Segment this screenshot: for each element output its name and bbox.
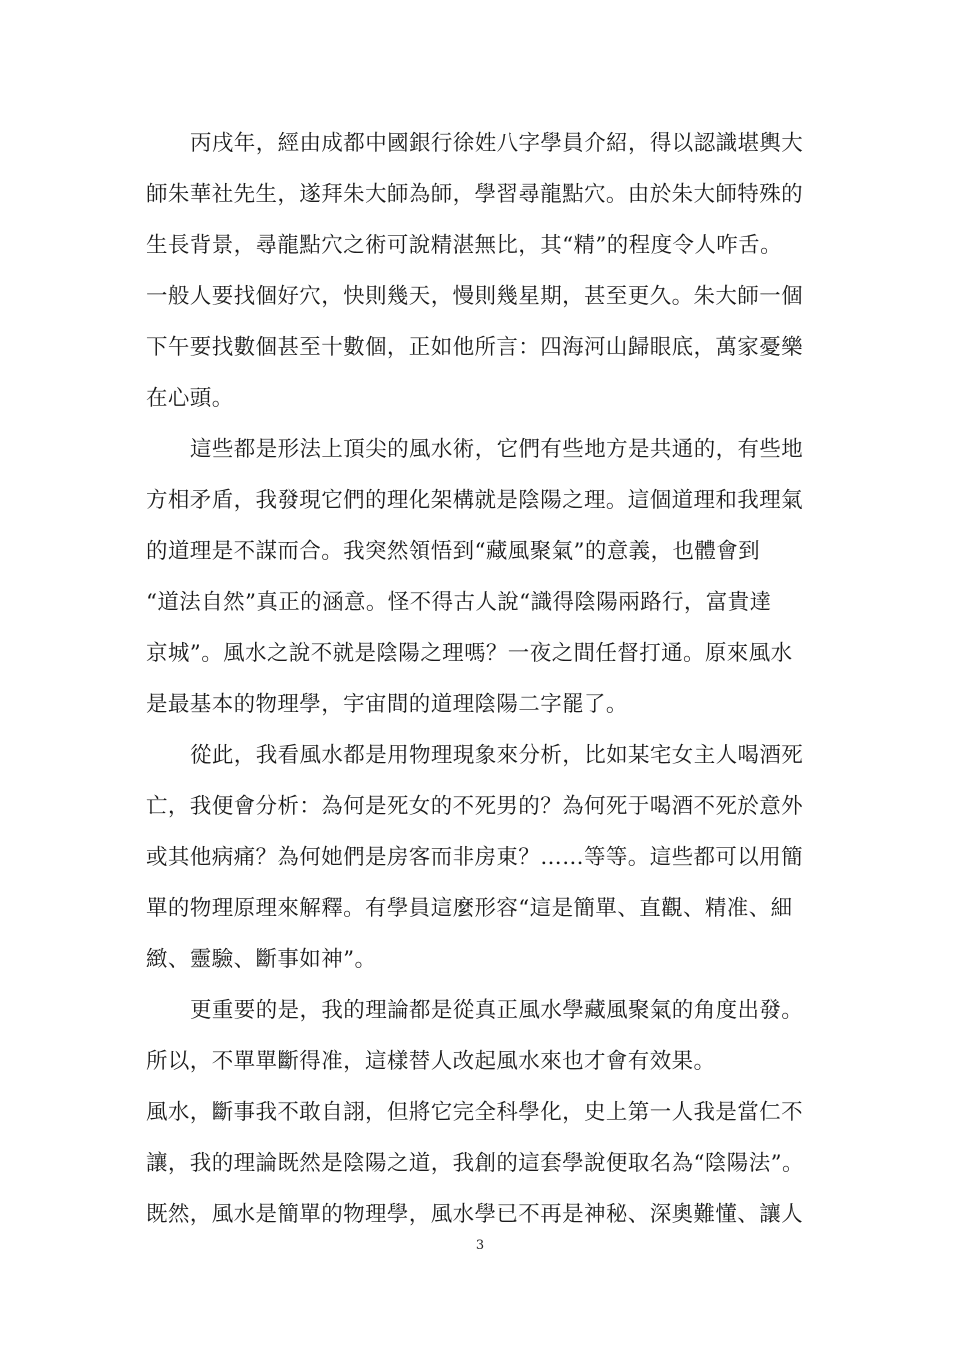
text-line: 下午要找數個甚至十數個，正如他所言：四海河山歸眼底，萬家憂樂: [146, 335, 804, 360]
text-line: 京城”。風水之說不就是陰陽之理嗎？一夜之間任督打通。原來風水: [146, 641, 793, 666]
text-line: 既然，風水是簡單的物理學，風水學已不再是神秘、深奧難懂、讓人: [146, 1202, 804, 1227]
text-line: 風水，斷事我不敢自詡，但將它完全科學化，史上第一人我是當仁不: [146, 1100, 804, 1125]
text-line: 亡，我便會分析：為何是死女的不死男的？為何死于喝酒不死於意外: [146, 794, 804, 819]
text-line: 是最基本的物理學，宇宙間的道理陰陽二字罷了。: [146, 692, 628, 717]
page-number: 3: [475, 1238, 485, 1253]
body-text: [146, 118, 818, 1240]
text-line: 在心頭。: [146, 386, 234, 411]
text-line: 從此，我看風水都是用物理現象來分析，比如某宅女主人喝酒死: [190, 743, 804, 768]
text-line: 所以，不單單斷得准，這樣替人改起風水來也才會有效果。: [146, 1049, 716, 1074]
text-line: “道法自然”真正的涵意。怪不得古人說“識得陰陽兩路行，富貴達: [146, 590, 772, 615]
text-line: 師朱華社先生，遂拜朱大師為師，學習尋龍點穴。由於朱大師特殊的: [146, 182, 804, 207]
text-line: 讓，我的理論既然是陰陽之道，我創的這套學說便取名為“陰陽法”。: [146, 1151, 804, 1176]
text-line: 一般人要找個好穴，快則幾天，慢則幾星期，甚至更久。朱大師一個: [146, 284, 804, 309]
text-line: 緻、靈驗、斷事如神”。: [146, 947, 377, 972]
text-line: 方相矛盾，我發現它們的理化架構就是陰陽之理。這個道理和我理氣: [146, 488, 804, 513]
text-line: 的道理是不謀而合。我突然領悟到“藏風聚氣”的意義，也體會到: [146, 539, 761, 564]
text-line: 或其他病痛？為何她們是房客而非房東？……等等。這些都可以用簡: [146, 845, 804, 870]
text-line: 丙戌年，經由成都中國銀行徐姓八字學員介紹，得以認識堪輿大: [190, 131, 804, 156]
text-line: 更重要的是，我的理論都是從真正風水學藏風聚氣的角度出發。: [190, 998, 804, 1023]
text-line: 生長背景，尋龍點穴之術可說精湛無比，其“精”的程度令人咋舌。: [146, 233, 782, 258]
text-line: 這些都是形法上頂尖的風水術，它們有些地方是共通的，有些地: [190, 437, 804, 462]
text-line: 單的物理原理來解釋。有學員這麼形容“這是簡單、直觀、精准、細: [146, 896, 793, 921]
